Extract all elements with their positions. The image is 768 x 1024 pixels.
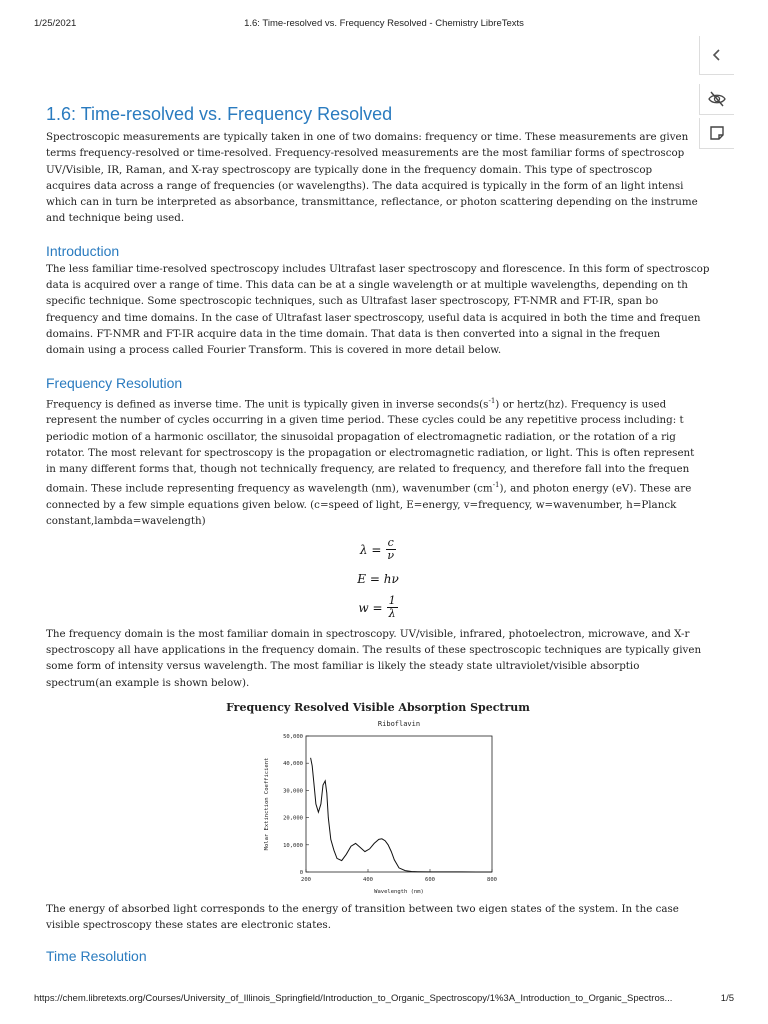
text-line: The energy of absorbed light corresponds to the energy of transition between two eigen states of the system. In the case <box>46 902 679 915</box>
eye-slash-icon <box>708 91 726 107</box>
text-line: visible spectroscopy these states are electronic states. <box>46 919 331 932</box>
text-line: connected by a few simple equations given below. (c=speed of light, E=energy, v=frequency, w=wavenumber, h=Planck <box>46 499 677 512</box>
section-heading-time: Time Resolution <box>46 947 147 964</box>
text-line: Spectroscopic measurements are typically taken in one of two domains: frequency or time. These measurements are given <box>46 131 689 143</box>
article <box>46 100 710 966</box>
intro-paragraph <box>46 129 710 227</box>
y-axis-label: Molar Extinction Coefficient <box>264 757 270 851</box>
sticky-note-icon <box>709 125 725 141</box>
text-line: terms frequency-resolved or time-resolved. Frequency-resolved measurements are the most familiar forms of spectroscop <box>46 147 685 160</box>
y-tick-label: 50,000 <box>283 733 303 740</box>
energy-paragraph <box>46 901 710 934</box>
text-line: some form of intensity versus wavelength. The most familiar is likely the steady state ultraviolet/visible absorptio <box>46 660 640 673</box>
text-line: domains. FT-NMR and FT-IR acquire data in the time domain. That data is then converted into a signal in the frequen <box>46 327 661 340</box>
frequency-paragraph <box>46 393 710 530</box>
x-tick-label: 200 <box>301 876 311 883</box>
x-tick-label: 400 <box>363 876 373 883</box>
text-line: data is acquired over a range of time. This data can be at a single wavelength or at multiple wavelengths, depending on th <box>46 279 688 292</box>
y-tick-label: 0 <box>299 869 303 876</box>
text-line: UV/Visible, IR, Raman, and X-ray spectroscopy are typically done in the frequency domain. This type of spectroscop <box>46 163 653 176</box>
absorption-spectrum-chart <box>248 714 508 899</box>
y-tick-label: 40,000 <box>283 761 303 768</box>
text-line: spectrum(an example is shown below). <box>46 676 250 689</box>
frequency-domain-paragraph <box>46 626 710 691</box>
text-line: acquires data across a range of frequencies (or wavelengths). The data acquired is typically in the form of an light intensi <box>46 179 684 192</box>
text-line: constant,lambda=wavelength) <box>46 515 206 528</box>
chevron-left-icon <box>712 49 722 61</box>
print-date: 1/25/2021 <box>34 18 77 29</box>
x-tick-label: 800 <box>487 876 497 883</box>
y-tick-label: 20,000 <box>283 815 303 822</box>
series-line-riboflavin <box>311 758 492 872</box>
figure-title: Frequency Resolved Visible Absorption Spectrum <box>226 700 530 714</box>
page-title: 1.6: Time-resolved vs. Frequency Resolved <box>46 104 393 124</box>
x-tick-label: 600 <box>425 876 435 883</box>
print-title: 1.6: Time-resolved vs. Frequency Resolved - Chemistry LibreTexts <box>244 18 524 29</box>
collapse-button[interactable] <box>699 36 734 75</box>
text-line: frequency and time domains. In the case of Ultrafast laser spectroscopy, useful data is acquired in both the time and frequen <box>46 311 701 324</box>
section-heading-introduction: Introduction <box>46 242 120 259</box>
equation-wavenumber: w = $\frac{1}{\lambda}$ <box>358 594 396 621</box>
section-heading-frequency: Frequency Resolution <box>46 374 183 391</box>
text-line: spectroscopy all have applications in the frequency domain. The results of these spectroscopic techniques are typically given <box>46 644 702 657</box>
text-line: The less familiar time-resolved spectroscopy includes Ultrafast laser spectroscopy and florescence. In this form of spectroscop <box>46 262 710 275</box>
introduction-paragraph <box>46 261 710 359</box>
text-line: which can in turn be interpreted as absorbance, transmittance, reflectance, or photon scattering depending on the instrume <box>46 196 698 209</box>
text-line: domain using a process called Fourier Transform. This is covered in more detail below. <box>46 344 502 357</box>
text-line: periodic motion of a harmonic oscillator, the sinusoidal propagation of electromagnetic radiation, or the rotation of a rig <box>46 430 676 443</box>
equations <box>46 534 710 624</box>
print-url: https://chem.libretexts.org/Courses/University_of_Illinois_Springfield/Introduction_to_Organic_Spectroscopy/1%3A_Introduction_to_Organic_Spectros... <box>34 993 673 1004</box>
page-number: 1/5 <box>720 993 734 1004</box>
text-line: rotator. The most relevant for spectroscopy is the propagation or electromagnetic radiation, or light. This is often represent <box>46 446 695 459</box>
text-line: The frequency domain is the most familiar domain in spectroscopy. UV/visible, infrared, photoelectron, microwave, and X-r <box>46 627 690 640</box>
y-tick-label: 10,000 <box>283 842 303 849</box>
text-line: represent the number of cycles occurring in a given time period. These cycles could be any repetitive process including: t <box>46 414 684 427</box>
text-line: in many different forms that, though not technically frequency, are related to frequency, and therefore fall into the frequen <box>46 463 690 476</box>
text-line: Frequency is defined as inverse time. The unit is typically given in inverse $seconds(s^{-1})$ or hertz(hz). Frequency is used <box>46 396 667 410</box>
x-axis-label: Wavelength (nm) <box>374 888 424 895</box>
y-tick-label: 30,000 <box>283 788 303 795</box>
text-line: and technique being used. <box>46 212 185 225</box>
equation-wavelength: λ = $\frac{c}{\nu}$ <box>359 536 395 563</box>
text-line: domain. These include representing frequency as wavelength (nm), wavenumber $(cm^{-1})$, and photon energy (eV). These are <box>46 481 692 495</box>
chart-title: Riboflavin <box>377 719 421 728</box>
text-line: specific technique. Some spectroscopic techniques, such as Ultrafast laser spectroscopy, FT-NMR and FT-IR, span bo <box>46 295 659 308</box>
equation-energy: E = hν <box>357 571 399 586</box>
